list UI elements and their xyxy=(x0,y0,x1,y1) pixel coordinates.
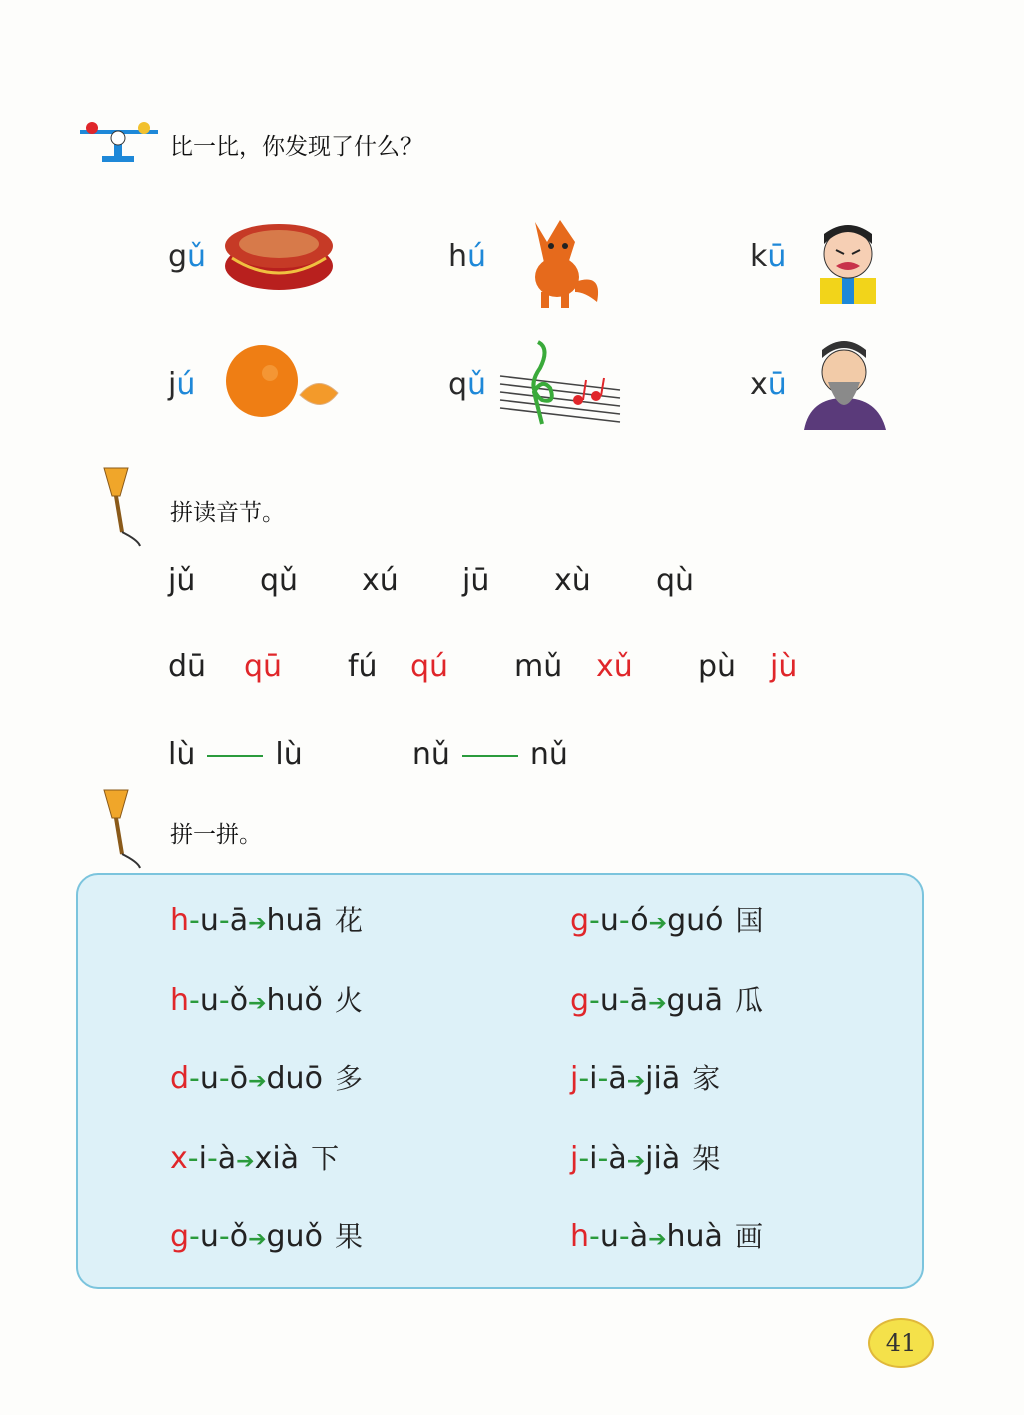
music-staff-icon xyxy=(490,338,630,430)
fox-icon xyxy=(505,212,605,314)
syllable-qu: qǔ xyxy=(448,367,487,402)
spelling-item: x-i-à➔xià 下 xyxy=(170,1141,340,1176)
syllable: jū xyxy=(462,563,490,598)
microphone-icon xyxy=(98,462,148,552)
syllable: qǔ xyxy=(260,563,299,598)
page-number: 41 xyxy=(868,1318,934,1368)
syllable-highlight: qú xyxy=(410,649,449,684)
syllable-list-row3 xyxy=(168,737,568,772)
spelling-item: j-i-ā➔jiā 家 xyxy=(570,1061,721,1096)
balance-icon xyxy=(74,118,164,166)
syllable: mǔ xyxy=(514,649,563,684)
syllable-highlight: xǔ xyxy=(596,649,633,684)
spelling-item: g-u-ǒ➔guǒ 果 xyxy=(170,1219,363,1254)
syllable: xú xyxy=(362,563,399,598)
syllable: pù xyxy=(698,649,737,684)
syllable: fú xyxy=(348,649,378,684)
syllable-highlight: jù xyxy=(770,649,798,684)
syllable-ku: kū xyxy=(750,239,787,274)
section-heading-read: 拼读音节。 xyxy=(170,500,285,526)
syllable-hu: hú xyxy=(448,239,487,274)
microphone-icon xyxy=(98,784,148,874)
spelling-item: j-i-à➔jià 架 xyxy=(570,1141,721,1176)
syllable: xù xyxy=(554,563,591,598)
connector-line xyxy=(207,755,263,757)
spelling-item: h-u-ǒ➔huǒ 火 xyxy=(170,983,363,1018)
spelling-item: g-u-ó➔guó 国 xyxy=(570,903,764,938)
syllable: dū xyxy=(168,649,207,684)
spelling-item: h-u-à➔huà 画 xyxy=(570,1219,763,1254)
spelling-item: d-u-ō➔duō 多 xyxy=(170,1061,363,1096)
orange-icon xyxy=(222,343,342,422)
crying-boy-icon xyxy=(812,220,884,308)
section-heading-compare: 比一比，你发现了什么？ xyxy=(170,134,423,160)
drum-icon xyxy=(222,218,337,297)
syllable: lù xyxy=(168,737,196,772)
syllable: lù xyxy=(275,737,303,772)
syllable: nǔ xyxy=(529,737,568,772)
spelling-item: h-u-ā➔huā 花 xyxy=(170,903,363,938)
syllable-ju: jú xyxy=(168,367,196,402)
syllable: jǔ xyxy=(168,563,196,598)
syllable-xu: xū xyxy=(750,367,787,402)
syllable: nǔ xyxy=(411,737,450,772)
section-heading-spell: 拼一拼。 xyxy=(170,822,262,848)
syllable-gu: gǔ xyxy=(168,239,207,274)
syllable-highlight: qū xyxy=(244,649,283,684)
syllable: qù xyxy=(656,563,695,598)
old-man-icon xyxy=(800,338,890,434)
spelling-item: g-u-ā➔guā 瓜 xyxy=(570,983,764,1018)
connector-line xyxy=(462,755,518,757)
